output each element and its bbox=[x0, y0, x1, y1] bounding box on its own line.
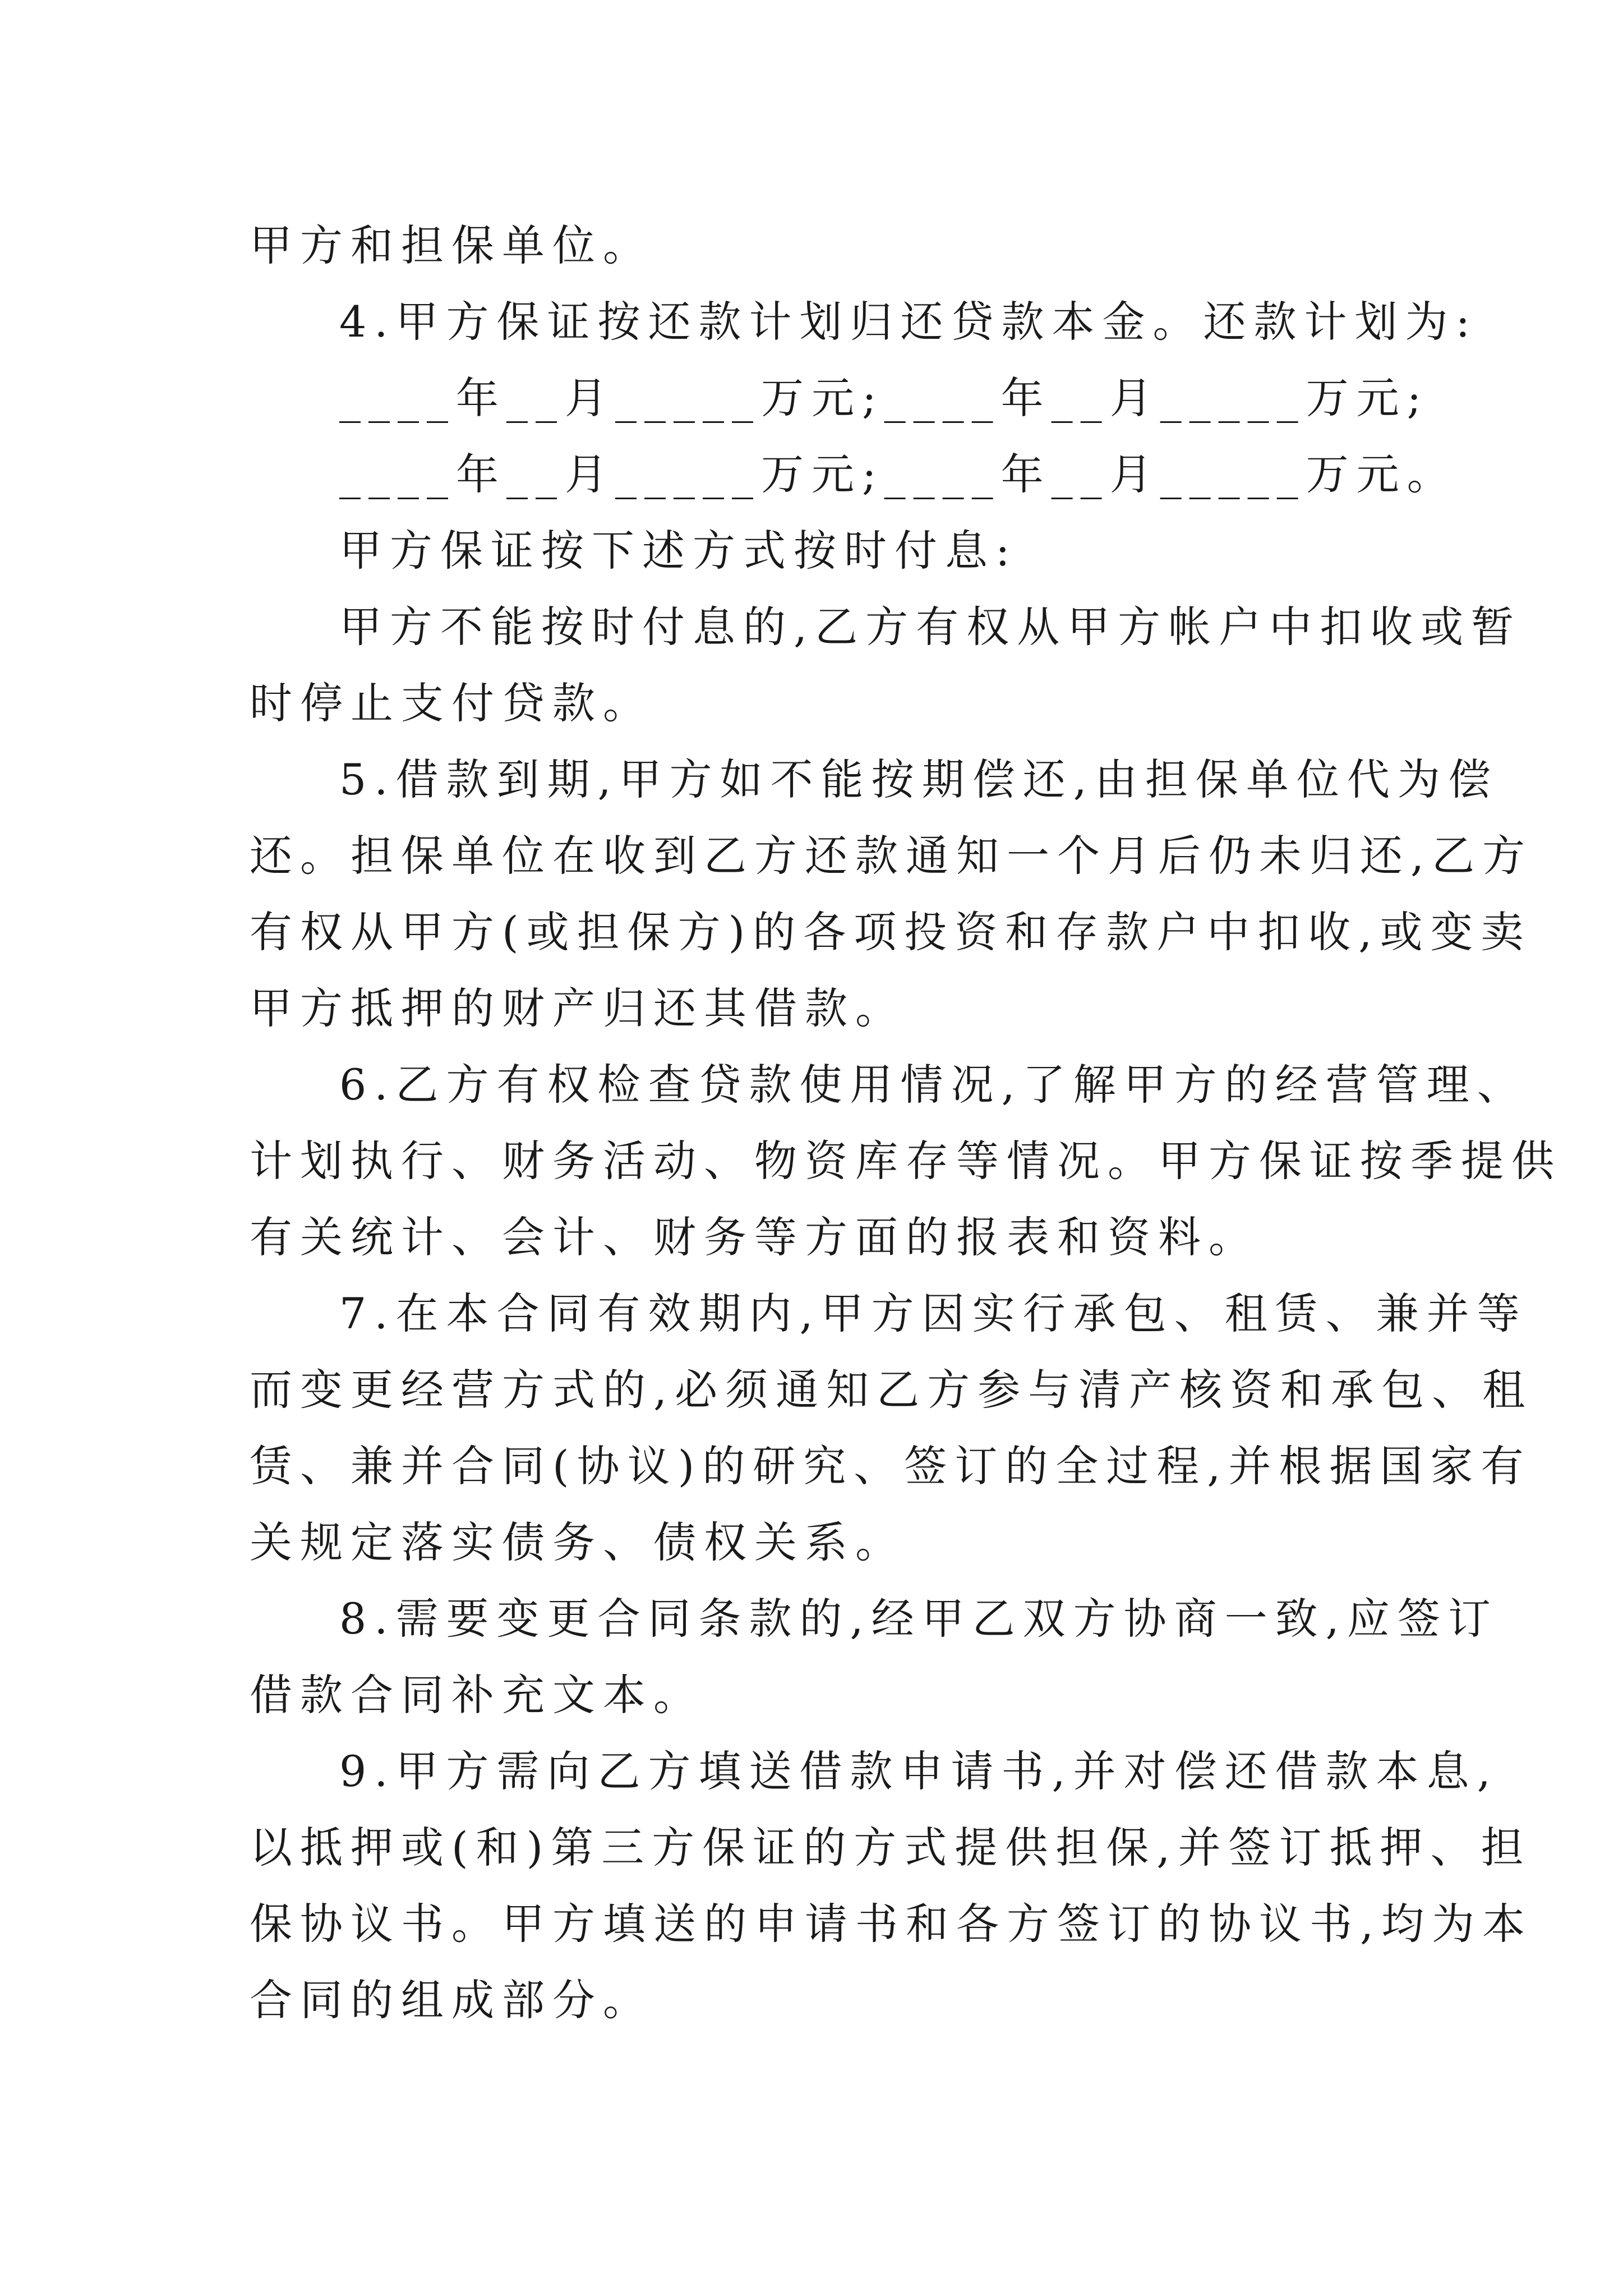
text-line: 保协议书。甲方填送的申请书和各方签订的协议书,均为本 bbox=[250, 1899, 1533, 1949]
text-line: 甲方保证按下述方式按时付息: bbox=[339, 526, 1018, 576]
text-line: 而变更经营方式的,必须通知乙方参与清产核资和承包、租 bbox=[250, 1365, 1533, 1415]
document-body bbox=[250, 208, 1562, 2039]
text-line: 借款合同补充文本。 bbox=[250, 1670, 704, 1720]
text-line: 9.甲方需向乙方填送借款申请书,并对偿还借款本息, bbox=[339, 1746, 1498, 1796]
text-line: 7.在本合同有效期内,甲方因实行承包、租赁、兼并等 bbox=[339, 1289, 1528, 1338]
text-line: 时停止支付贷款。 bbox=[250, 678, 653, 728]
text-line: 关规定落实债务、债权关系。 bbox=[250, 1517, 906, 1567]
text-line: 以抵押或(和)第三方保证的方式提供担保,并签订抵押、担 bbox=[250, 1823, 1532, 1872]
text-line: ____年__月_____万元;____年__月_____万元。 bbox=[339, 449, 1458, 499]
text-line: 甲方不能按时付息的,乙方有权从甲方帐户中扣收或暂 bbox=[339, 602, 1522, 652]
text-line: 6.乙方有权检查贷款使用情况,了解甲方的经营管理、 bbox=[339, 1060, 1528, 1110]
text-line: 8.需要变更合同条款的,经甲乙双方协商一致,应签订 bbox=[339, 1594, 1498, 1644]
text-line: 有权从甲方(或担保方)的各项投资和存款户中扣收,或变卖 bbox=[250, 907, 1532, 957]
text-line: 甲方和担保单位。 bbox=[250, 220, 653, 270]
text-line: 计划执行、财务活动、物资库存等情况。甲方保证按季提供 bbox=[250, 1136, 1562, 1186]
text-line: 5.借款到期,甲方如不能按期偿还,由担保单位代为偿 bbox=[339, 754, 1498, 804]
text-line: 合同的组成部分。 bbox=[250, 1975, 653, 2025]
text-line: 甲方抵押的财产归还其借款。 bbox=[250, 983, 906, 1033]
text-line: 有关统计、会计、财务等方面的报表和资料。 bbox=[250, 1212, 1259, 1262]
text-line: ____年__月_____万元;____年__月_____万元; bbox=[339, 373, 1430, 423]
text-line: 赁、兼并合同(协议)的研究、签订的全过程,并根据国家有 bbox=[250, 1441, 1532, 1491]
text-line: 还。担保单位在收到乙方还款通知一个月后仍未归还,乙方 bbox=[250, 831, 1533, 881]
text-line: 4.甲方保证按还款计划归还贷款本金。还款计划为: bbox=[339, 297, 1478, 347]
